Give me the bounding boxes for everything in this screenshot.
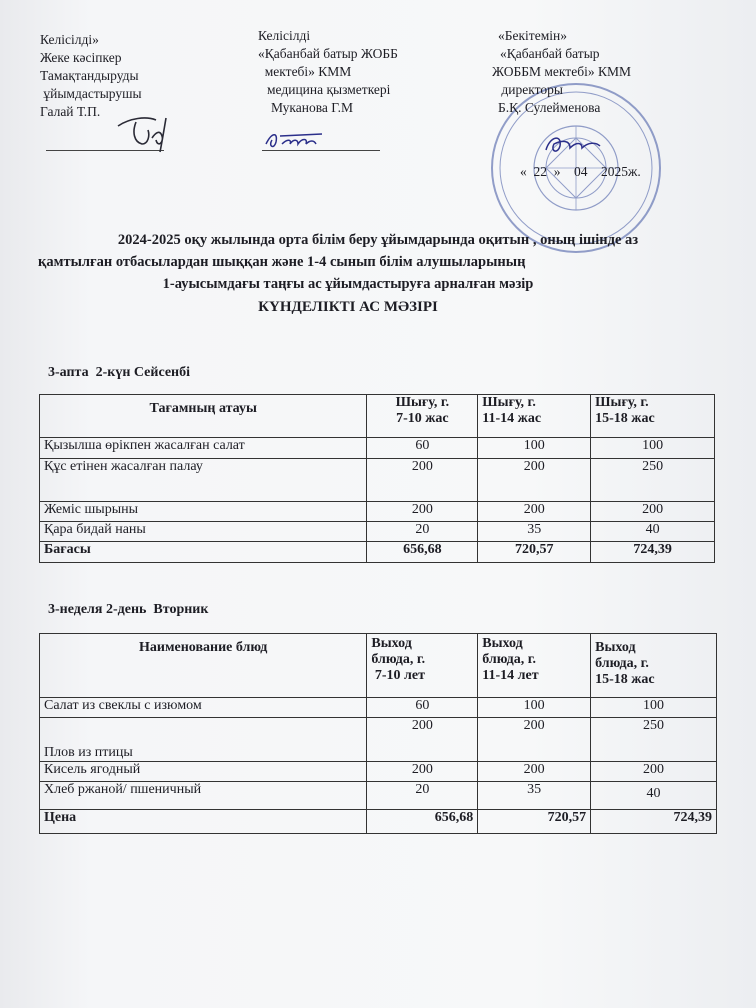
portion-11-14: 200 [478, 762, 591, 782]
col-header-dish: Тағамның атауы [40, 395, 367, 438]
approval-line: «Бекітемін» [498, 28, 567, 43]
col-header-15-18: Шығу, г. 15-18 жас [591, 395, 715, 438]
portion-7-10: 200 [367, 459, 478, 502]
menu-table-ru [39, 633, 717, 834]
portion-15-18: 250 [591, 718, 717, 762]
table-row [40, 438, 715, 459]
approval-line: Жеке кәсіпкер [40, 50, 122, 65]
approval-line: Тамақтандыруды [40, 68, 139, 83]
portion-11-14: 200 [478, 502, 591, 522]
week-day-label-ru: 3-неделя 2-день Вторник [48, 602, 209, 617]
price-15-18: 724,39 [591, 810, 717, 834]
portion-7-10: 20 [367, 782, 478, 810]
portion-7-10: 200 [367, 762, 478, 782]
document-title-line: 2024-2025 оқу жылында орта білім беру ұйымдарында оқитын , оның ішінде аз [117, 232, 639, 248]
approval-line: мектебі» КММ [258, 64, 352, 79]
portion-15-18: 250 [591, 459, 715, 502]
approval-line: Келісілді» [40, 32, 99, 47]
portion-15-18: 100 [591, 698, 717, 718]
approval-date: « 22 » 04 2025ж. [520, 164, 641, 179]
signature-director [540, 130, 610, 160]
table-row [40, 782, 717, 810]
approval-line: Галай Т.П. [40, 104, 101, 119]
week-day-label-kz: 3-апта 2-күн Сейсенбі [48, 365, 191, 380]
dish-name: Хлеб ржаной/ пшеничный [40, 782, 367, 810]
dish-name: Жеміс шырыны [40, 502, 367, 522]
portion-11-14: 200 [478, 718, 591, 762]
price-7-10: 656,68 [367, 810, 478, 834]
col-header-dish: Наименование блюд [40, 634, 367, 698]
price-label: Цена [40, 810, 367, 834]
price-label: Бағасы [40, 542, 367, 563]
portion-11-14: 35 [478, 522, 591, 542]
price-11-14: 720,57 [478, 810, 591, 834]
dish-name: Плов из птицы [40, 718, 367, 762]
price-15-18: 724,39 [591, 542, 715, 563]
signature-medic [262, 128, 332, 152]
portion-11-14: 100 [478, 438, 591, 459]
portion-15-18: 200 [591, 502, 715, 522]
portion-7-10: 20 [367, 522, 478, 542]
menu-table-kz [39, 394, 715, 563]
approval-line: «Қабанбай батыр [500, 46, 600, 61]
table-row-total [40, 810, 717, 834]
approval-line: ЖОББМ мектебі» КММ [492, 64, 631, 79]
table-row [40, 502, 715, 522]
col-header-11-14: Шығу, г. 11-14 жас [478, 395, 591, 438]
table-row [40, 522, 715, 542]
portion-11-14: 200 [478, 459, 591, 502]
col-header-15-18: Выход блюда, г. 15-18 жас [591, 634, 717, 698]
dish-name: Құс етінен жасалған палау [40, 459, 367, 502]
price-7-10: 656,68 [367, 542, 478, 563]
portion-11-14: 35 [478, 782, 591, 810]
portion-7-10: 60 [367, 698, 478, 718]
portion-7-10: 200 [367, 502, 478, 522]
portion-15-18: 200 [591, 762, 717, 782]
signature-caterer [112, 108, 182, 154]
approval-line: Б.Қ. Сулейменова [498, 100, 601, 115]
col-header-11-14: Выход блюда, г. 11-14 лет [478, 634, 591, 698]
approval-director [492, 27, 631, 117]
approval-medic [258, 27, 398, 117]
table-row [40, 698, 717, 718]
dish-name: Кисель ягодный [40, 762, 367, 782]
col-header-7-10: Выход блюда, г. 7-10 лет [367, 634, 478, 698]
portion-15-18: 40 [591, 522, 715, 542]
approval-line: Муканова Г.М [271, 100, 353, 115]
portion-15-18: 100 [591, 438, 715, 459]
table-row [40, 718, 717, 762]
document-title-line: қамтылған отбасылардан шыққан және 1-4 сынып білім алушыларының [38, 254, 526, 270]
portion-7-10: 60 [367, 438, 478, 459]
approval-line: «Қабанбай батыр ЖОББ [258, 46, 398, 61]
approval-line: директоры [498, 82, 563, 97]
portion-11-14: 100 [478, 698, 591, 718]
approval-line: ұйымдастырушы [40, 86, 142, 101]
approval-line: медицина қызметкері [267, 82, 391, 97]
document-title: КҮНДЕЛІКТІ АС МӘЗІРІ [258, 299, 438, 315]
document-title-line: 1-ауысымдағы таңғы ас ұйымдастыруға арналған мәзір [162, 276, 534, 292]
dish-name: Қара бидай наны [40, 522, 367, 542]
table-row [40, 459, 715, 502]
portion-15-18: 40 [591, 782, 717, 810]
table-row [40, 762, 717, 782]
col-header-7-10: Шығу, г. 7-10 жас [367, 395, 478, 438]
dish-name: Салат из свеклы с изюмом [40, 698, 367, 718]
approval-line: Келісілді [258, 28, 311, 43]
price-11-14: 720,57 [478, 542, 591, 563]
portion-7-10: 200 [367, 718, 478, 762]
dish-name: Қызылша өрікпен жасалған салат [40, 438, 367, 459]
table-row-total [40, 542, 715, 563]
